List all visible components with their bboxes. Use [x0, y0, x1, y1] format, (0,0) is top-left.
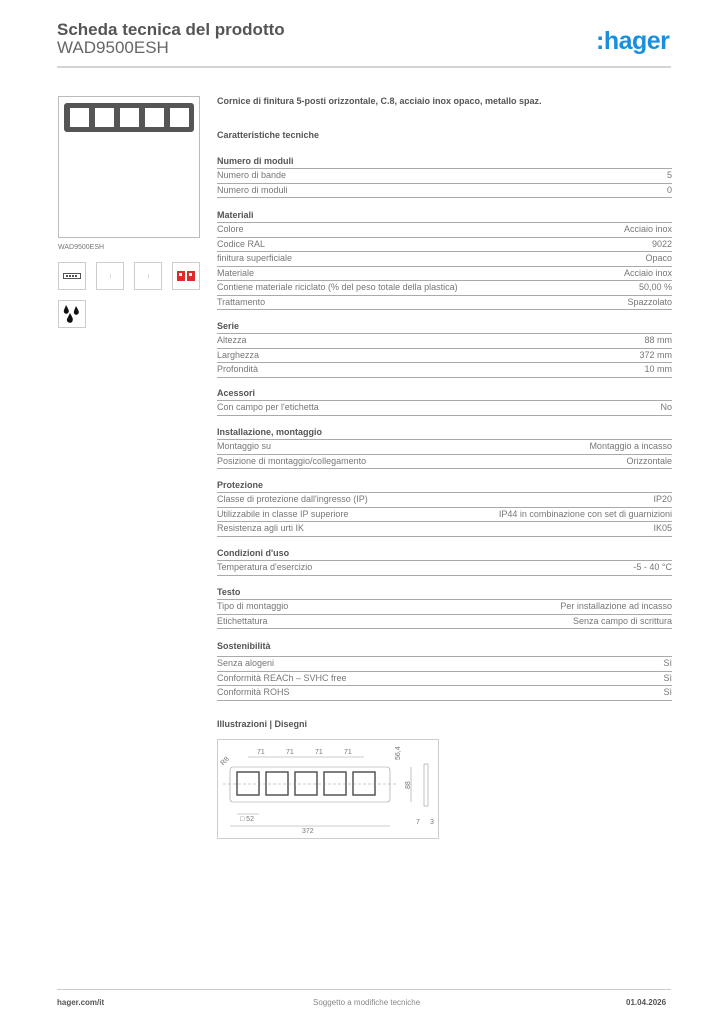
section-title: Caratteristiche tecniche	[217, 130, 320, 140]
spec-row: Posizione di montaggio/collegamento Orizzontale	[217, 455, 672, 470]
spec-row: Numero di moduli 0	[217, 184, 672, 199]
svg-text:56,4: 56,4	[395, 746, 402, 760]
spec-row: Codice RAL 9022	[217, 238, 672, 253]
frame-illustration	[64, 103, 194, 132]
spec-group-sostenibilita: Sostenibilità Senza alogeni Sì Conformità REACh – SVHC free Sì Conformità ROHS Sì	[217, 640, 672, 701]
svg-text:3: 3	[430, 819, 434, 826]
product-code: WAD9500ESH	[57, 38, 169, 57]
svg-text:□ 52: □ 52	[240, 816, 254, 823]
spec-row: Etichettatura Senza campo di scrittura	[217, 615, 672, 630]
product-description: Cornice di finitura 5-posti orizzontale, C.8, acciaio inox opaco, metallo spaz.	[217, 96, 542, 106]
spec-row: Colore Acciaio inox	[217, 223, 672, 238]
spec-row: Contiene materiale riciclato (% del peso totale della plastica) 50,00 %	[217, 281, 672, 296]
spec-row: Montaggio su Montaggio a incasso	[217, 440, 672, 455]
illustrations-title: Illustrazioni | Disegni	[217, 719, 308, 729]
spec-group-materiali: Materiali Colore Acciaio inox Codice RAL 9022 finitura superficiale Opaco Materiale Acciaio inox Contiene materiale riciclato (% del peso totale della plastica) 50,00 % Trattamento Spazzolato	[217, 209, 672, 310]
hager-logo: :hager	[596, 27, 670, 55]
svg-text:71: 71	[257, 749, 265, 756]
spec-group-accessori: Acessori Con campo per l'etichetta No	[217, 387, 672, 416]
spec-row: Profondità 10 mm	[217, 363, 672, 378]
svg-text:R8: R8	[219, 755, 231, 768]
dimension-drawing	[217, 739, 439, 839]
spec-row: Altezza 88 mm	[217, 334, 672, 349]
page-title: Scheda tecnica del prodotto	[57, 20, 285, 39]
image-caption: WAD9500ESH	[58, 244, 105, 251]
spec-row: Conformità REACh – SVHC free Sì	[217, 672, 672, 687]
spec-group-serie: Serie Altezza 88 mm Larghezza 372 mm Profondità 10 mm	[217, 320, 672, 378]
header-divider	[57, 66, 671, 68]
svg-text:71: 71	[286, 749, 294, 756]
svg-text:372: 372	[302, 828, 314, 835]
spec-row: Larghezza 372 mm	[217, 349, 672, 364]
spec-group-installazione: Installazione, montaggio Montaggio su Montaggio a incasso Posizione di montaggio/collegamento Orizzontale	[217, 426, 672, 469]
footer-note: Soggetto a modifiche tecniche	[313, 998, 421, 1007]
svg-text:71: 71	[315, 749, 323, 756]
spec-row: Con campo per l'etichetta No	[217, 401, 672, 416]
website-link[interactable]: hager.com/it	[57, 998, 105, 1007]
spec-group-protezione: Protezione Classe di protezione dall'ingresso (IP) IP20 Utilizzabile in classe IP superiore IP44 in combinazione con set di guarnizioni Resistenza agli urti IK IK05	[217, 479, 672, 537]
svg-text:88: 88	[405, 781, 412, 789]
footer-divider	[57, 989, 671, 990]
blank-icon	[134, 262, 162, 290]
spec-row: Classe di protezione dall'ingresso (IP) IP20	[217, 493, 672, 508]
footer-date: 01.04.2026	[626, 998, 667, 1007]
spec-row: Senza alogeni Sì	[217, 657, 672, 672]
ip-rating-icon	[172, 262, 200, 290]
spec-group-condizioni: Condizioni d'uso Temperatura d'esercizio -5 - 40 °C	[217, 547, 672, 576]
spec-row: Utilizzabile in classe IP superiore IP44 in combinazione con set di guarnizioni	[217, 508, 672, 523]
spec-row: Resistenza agli urti IK IK05	[217, 522, 672, 537]
spec-row: Numero di bande 5	[217, 169, 672, 184]
spec-row: Tipo di montaggio Per installazione ad incasso	[217, 600, 672, 615]
spec-group-moduli: Numero di moduli Numero di bande 5 Numero di moduli 0	[217, 155, 672, 198]
spec-row: Conformità ROHS Sì	[217, 686, 672, 701]
spec-row: Materiale Acciaio inox	[217, 267, 672, 282]
product-image	[58, 96, 200, 238]
svg-text:71: 71	[344, 749, 352, 756]
water-drops-icon	[58, 300, 86, 328]
spec-row: Temperatura d'esercizio -5 - 40 °C	[217, 561, 672, 576]
blank-icon	[96, 262, 124, 290]
svg-text:7: 7	[416, 819, 420, 826]
module-strip-icon	[58, 262, 86, 290]
spec-group-testo: Testo Tipo di montaggio Per installazione ad incasso Etichettatura Senza campo di scrittura	[217, 586, 672, 629]
spec-row: Trattamento Spazzolato	[217, 296, 672, 311]
spec-row: finitura superficiale Opaco	[217, 252, 672, 267]
